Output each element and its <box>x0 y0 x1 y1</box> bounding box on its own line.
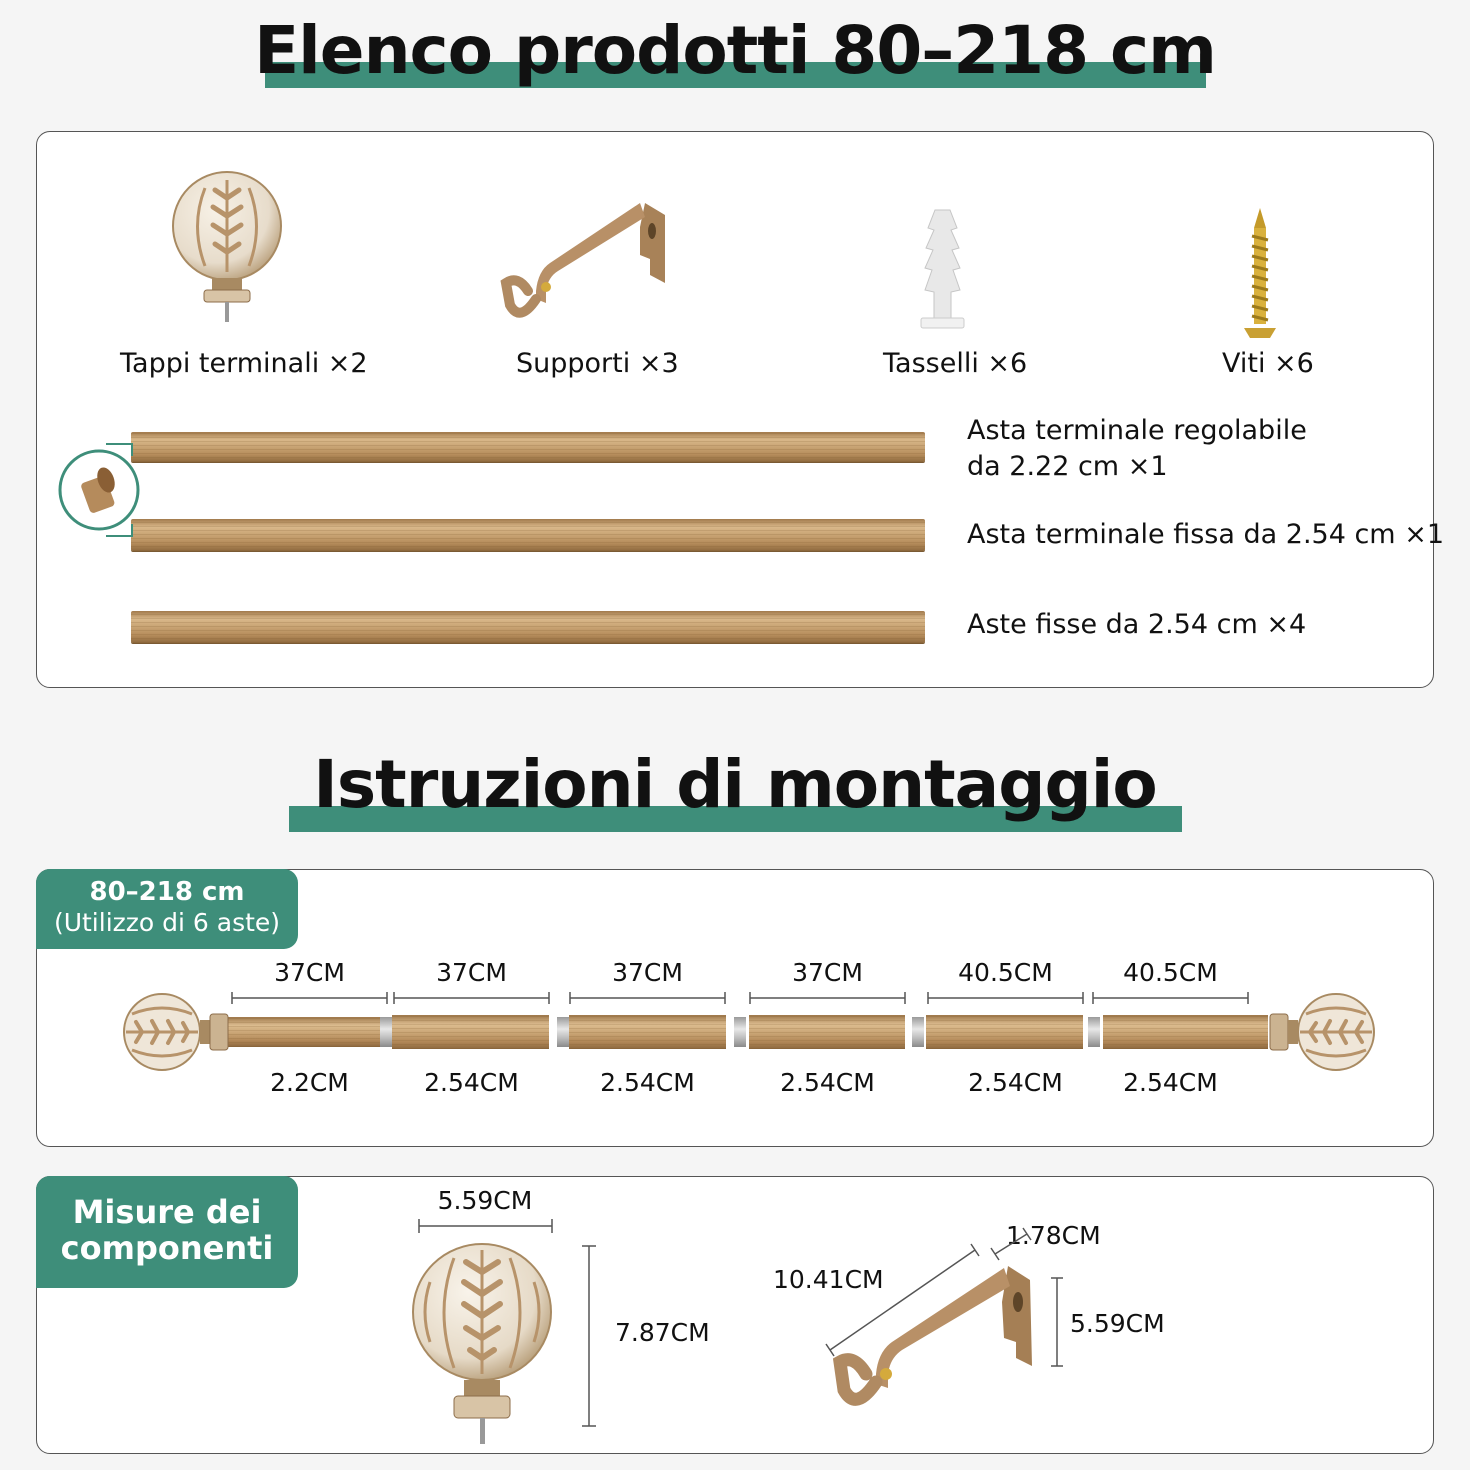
rod-joint-4 <box>912 1017 924 1047</box>
right-finial-icon <box>1266 990 1376 1074</box>
length-label-2: 37CM <box>436 958 507 987</box>
product-label-brackets: Supporti ×3 <box>516 348 679 379</box>
rod-joint-3 <box>734 1017 746 1047</box>
instructions-title-wrap <box>0 746 1470 823</box>
rod-label-fixed-end: Asta terminale fissa da 2.54 cm ×1 <box>967 519 1444 550</box>
finial-icon <box>170 168 285 328</box>
bracket-icon <box>500 195 670 330</box>
bracket-length-label: 10.41CM <box>773 1265 884 1294</box>
products-title: Elenco prodotti 80–218 cm <box>254 12 1216 89</box>
rod-joint-5 <box>1088 1017 1100 1047</box>
rod-label-adjustable-2: da 2.22 cm ×1 <box>967 451 1168 482</box>
diameter-label-6: 2.54CM <box>1123 1068 1218 1097</box>
finial-width-line <box>418 1218 554 1234</box>
anchor-icon <box>915 208 970 333</box>
length-label-6: 40.5CM <box>1123 958 1218 987</box>
length-label-4: 37CM <box>792 958 863 987</box>
bracket-detail-icon <box>830 1262 1040 1422</box>
left-finial-icon <box>122 990 232 1074</box>
rod-label-adjustable-1: Asta terminale regolabile <box>967 415 1307 446</box>
adjustable-end-rod <box>131 432 925 462</box>
product-label-screws: Viti ×6 <box>1222 348 1314 379</box>
assembly-tag-range: 80–218 cm <box>89 877 245 907</box>
rod-segment-4 <box>749 1015 905 1049</box>
rod-section-callout <box>56 440 146 542</box>
components-tag <box>36 1176 298 1288</box>
rod-joint-2 <box>557 1017 569 1047</box>
length-label-1: 37CM <box>274 958 345 987</box>
components-tag-line1: Misure dei <box>72 1193 262 1231</box>
rod-segment-2 <box>392 1015 549 1049</box>
rod-segment-3 <box>569 1015 726 1049</box>
product-label-finials: Tappi terminali ×2 <box>120 348 368 379</box>
assembly-tag <box>36 869 298 949</box>
rod-joint-1 <box>380 1017 392 1047</box>
diameter-label-5: 2.54CM <box>968 1068 1063 1097</box>
diameter-label-2: 2.54CM <box>424 1068 519 1097</box>
finial-detail-icon <box>410 1242 555 1447</box>
product-label-anchors: Tasselli ×6 <box>883 348 1028 379</box>
finial-width-label: 5.59CM <box>437 1186 533 1215</box>
rod-segment-5 <box>926 1015 1083 1049</box>
rod-segment-1 <box>228 1017 380 1047</box>
assembly-tag-note: (Utilizzo di 6 aste) <box>53 908 281 937</box>
bracket-width-label: 1.78CM <box>1006 1221 1101 1250</box>
products-title-wrap <box>0 12 1470 89</box>
bracket-height-label: 5.59CM <box>1070 1309 1165 1338</box>
instructions-title: Istruzioni di montaggio <box>313 746 1157 823</box>
fixed-rods <box>131 611 925 643</box>
components-tag-line2: componenti <box>60 1229 274 1267</box>
length-label-3: 37CM <box>612 958 683 987</box>
fixed-end-rod <box>131 519 925 551</box>
diameter-label-3: 2.54CM <box>600 1068 695 1097</box>
rod-segment-6 <box>1103 1015 1268 1049</box>
finial-height-label: 7.87CM <box>615 1318 710 1347</box>
rod-label-fixed: Aste fisse da 2.54 cm ×4 <box>967 609 1307 640</box>
finial-height-line <box>580 1244 600 1428</box>
diameter-label-1: 2.2CM <box>270 1068 349 1097</box>
length-label-5: 40.5CM <box>958 958 1053 987</box>
screw-icon <box>1240 208 1280 343</box>
diameter-label-4: 2.54CM <box>780 1068 875 1097</box>
